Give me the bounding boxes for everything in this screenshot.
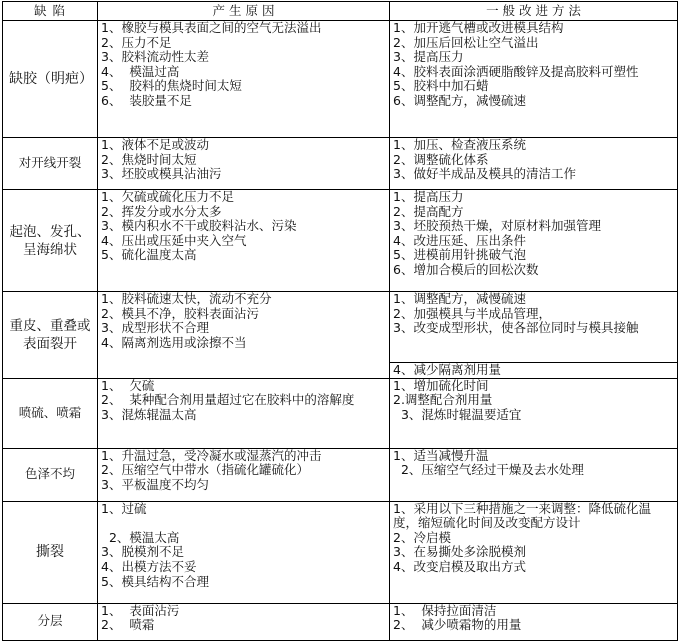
remedy-line: 3、混炼时辊温要适宜 [393, 406, 522, 422]
remedy-line: 3、坯胶预热干燥，对原材料加强管理 [393, 218, 601, 234]
remedy-line: 1、采用以下三种措施之一来调整：降低硫化温度，缩短硫化时间及改变配方设计 [393, 500, 651, 531]
remedy-cell [390, 378, 678, 448]
remedy-cell [390, 292, 678, 379]
table-row [3, 21, 678, 138]
header-cause: 产 生 原 因 [98, 2, 390, 21]
table-row [3, 603, 678, 640]
cause-line: 2、模温太高 [101, 529, 180, 545]
header-row [3, 2, 678, 21]
cause-line [101, 516, 386, 531]
cause-cell [98, 292, 390, 379]
defect-cell: 色泽不均 [3, 448, 98, 501]
remedy-line: 1、 保持拉面清洁 [393, 602, 497, 618]
remedy-cell [390, 190, 678, 292]
remedy-cell [390, 21, 678, 138]
cause-line: 2、焦烧时间太短 [101, 151, 197, 167]
cause-line: 4、压出或压延中夹入空气 [101, 232, 247, 248]
table-row [3, 501, 678, 603]
remedy-line: 6、调整配方，减慢硫速 [393, 92, 526, 108]
cause-line: 5、硫化温度太高 [101, 247, 197, 263]
cause-line: 4、出模方法不妥 [101, 558, 197, 574]
cause-cell [98, 21, 390, 138]
cause-line: 3、胶料流动性太差 [101, 49, 209, 65]
defect-cell: 分层 [3, 603, 98, 640]
cause-cell [98, 501, 390, 603]
remedy-cell [390, 138, 678, 190]
cause-line: 2、 某种配合剂用量超过它在胶料中的溶解度 [101, 392, 355, 408]
cause-line: 5、 胶料的焦烧时间太短 [101, 78, 242, 94]
cause-line: 3、坯胶或模具沾油污 [101, 166, 222, 182]
remedy-line: 4、改进压延、压出条件 [393, 232, 526, 248]
remedy-line: 3、在易撕处多涂脱模剂 [393, 544, 526, 560]
table-row [3, 448, 678, 501]
cause-cell [98, 378, 390, 448]
cause-line: 3、平板温度不均匀 [101, 476, 209, 492]
defect-cell: 喷硫、喷霜 [3, 378, 98, 448]
remedy-line: 6、增加合模后的回松次数 [393, 261, 539, 277]
cause-line: 4、 模温过高 [101, 63, 180, 79]
cause-line: 3、脱模剂不足 [101, 544, 184, 560]
remedy-subcell [390, 362, 677, 378]
defect-remedy-table [2, 1, 678, 641]
remedy-line: 4、胶料表面涂洒硬脂酸锌及提高胶料可塑性 [393, 63, 639, 79]
remedy-cell [390, 501, 678, 603]
cause-line: 3、混炼辊温太高 [101, 406, 197, 422]
remedy-line: 1、提高压力 [393, 189, 464, 204]
remedy-line: 2、提高配方 [393, 203, 464, 219]
cause-line: 1、胶料硫速太快，流动不充分 [101, 291, 272, 306]
defect-cell: 撕裂 [3, 501, 98, 603]
remedy-line: 2、加强模具与半成品管理， [393, 305, 551, 321]
cause-line: 1、过硫 [101, 500, 147, 516]
cause-cell [98, 448, 390, 501]
cause-line: 2、挥发分或水分太多 [101, 203, 222, 219]
remedy-line: 5、进模前用针挑破气泡 [393, 247, 526, 263]
remedy-line: 1、适当减慢升温 [393, 447, 489, 463]
defect-cell: 缺胶（明疤） [3, 21, 98, 138]
remedy-line: 1、加压、检查液压系统 [393, 137, 526, 152]
remedy-line: 4、改变启模及取出方式 [393, 558, 526, 574]
cause-line: 1、升温过急，受冷凝水或湿蒸汽的冲击 [101, 447, 322, 463]
remedy-cell [390, 603, 678, 640]
cause-line: 2、压力不足 [101, 34, 172, 50]
remedy-line: 3、做好半成品及模具的清洁工作 [393, 166, 576, 182]
remedy-line: 1、加开逃气槽或改进模具结构 [393, 20, 564, 35]
cause-line: 1、欠硫或硫化压力不足 [101, 189, 234, 204]
table-row [3, 190, 678, 292]
cause-line: 1、 欠硫 [101, 377, 155, 393]
remedy-line: 2、调整硫化体系 [393, 151, 489, 167]
remedy-line: 2、加压后回松让空气溢出 [393, 34, 539, 50]
cause-line: 1、液体不足或波动 [101, 137, 209, 152]
cause-cell [98, 138, 390, 190]
cause-line: 1、 表面沾污 [101, 602, 180, 618]
cause-line: 1、橡胶与模具表面之间的空气无法溢出 [101, 20, 322, 35]
defect-cell: 起泡、发孔、呈海绵状 [3, 190, 98, 292]
table-row [3, 378, 678, 448]
remedy-line: 4、减少隔离剂用量 [393, 362, 501, 377]
remedy-cell [390, 448, 678, 501]
table-row [3, 292, 678, 379]
remedy-line: 2、压缩空气经过干燥及去水处理 [393, 462, 584, 478]
cause-line: 5、模具结构不合理 [101, 573, 209, 589]
header-defect: 缺 陷 [3, 2, 98, 21]
remedy-line: 3、改变成型形状，使各部位同时与模具接触 [393, 320, 639, 336]
cause-cell [98, 190, 390, 292]
remedy-line: 3、提高压力 [393, 49, 464, 65]
remedy-line: 1、调整配方，减慢硫速 [393, 291, 526, 306]
cause-line: 4、隔离剂选用或涂擦不当 [101, 334, 247, 350]
defect-cell: 对开线开裂 [3, 138, 98, 190]
remedy-line: 2.调整配合剂用量 [393, 392, 493, 408]
cause-line: 3、成型形状不合理 [101, 320, 209, 336]
cause-line: 2、模具不净，胶料表面沾污 [101, 305, 259, 321]
remedy-line: 2、冷启模 [393, 529, 451, 545]
defect-cell: 重皮、重叠或表面裂开 [3, 292, 98, 379]
remedy-line: 1、增加硫化时间 [393, 377, 489, 393]
cause-cell [98, 603, 390, 640]
cause-line: 6、 装胶量不足 [101, 92, 192, 108]
remedy-line: 5、胶料中加石蜡 [393, 78, 489, 94]
cause-line: 3、模内积水不干或胶料沾水、污染 [101, 218, 297, 234]
remedy-line: 2、 减少喷霜物的用量 [393, 617, 522, 633]
table-row [3, 138, 678, 190]
header-remedy: 一 般 改 进 方 法 [390, 2, 678, 21]
cause-line: 2、 喷霜 [101, 617, 155, 633]
cause-line: 2、压缩空气中带水（指硫化罐硫化） [101, 462, 309, 478]
